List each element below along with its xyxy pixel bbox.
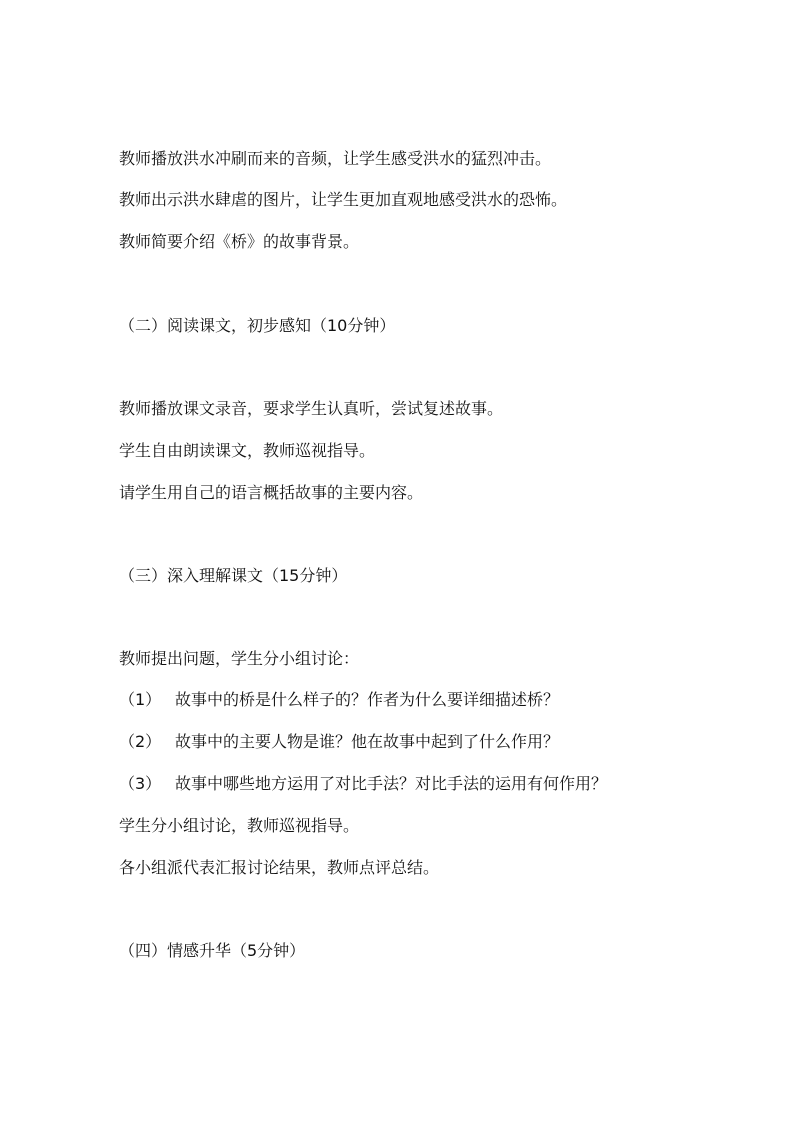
section-heading-emotion: （四）情感升华（5分钟） [119,941,306,960]
section-heading-reading: （二）阅读课文，初步感知（10分钟） [119,316,396,335]
question-item [119,689,559,711]
section-heading-understanding: （三）深入理解课文（15分钟） [119,566,348,585]
paragraph-questions-intro: 教师提出问题，学生分小组讨论： [119,649,360,668]
question-text: 故事中哪些地方运用了对比手法？对比手法的运用有何作用？ [175,774,608,793]
question-text: 故事中的主要人物是谁？他在故事中起到了什么作用？ [175,732,560,751]
paragraph-recording: 教师播放课文录音，要求学生认真听，尝试复述故事。 [119,399,504,418]
question-number: （3） [119,774,162,793]
question-number: （2） [119,732,162,751]
paragraph-summary: 请学生用自己的语言概括故事的主要内容。 [119,483,424,502]
paragraph-background: 教师简要介绍《桥》的故事背景。 [119,232,360,251]
question-number: （1） [119,690,162,709]
paragraph-audio: 教师播放洪水冲刷而来的音频，让学生感受洪水的猛烈冲击。 [119,149,552,168]
paragraph-report: 各小组派代表汇报讨论结果，教师点评总结。 [119,858,440,877]
paragraph-group-discussion: 学生分小组讨论，教师巡视指导。 [119,816,360,835]
question-text: 故事中的桥是什么样子的？作者为什么要详细描述桥？ [175,690,560,709]
paragraph-free-reading: 学生自由朗读课文，教师巡视指导。 [119,441,376,460]
question-item [119,731,559,753]
paragraph-images: 教师出示洪水肆虐的图片，让学生更加直观地感受洪水的恐怖。 [119,190,568,209]
question-item [119,773,607,795]
